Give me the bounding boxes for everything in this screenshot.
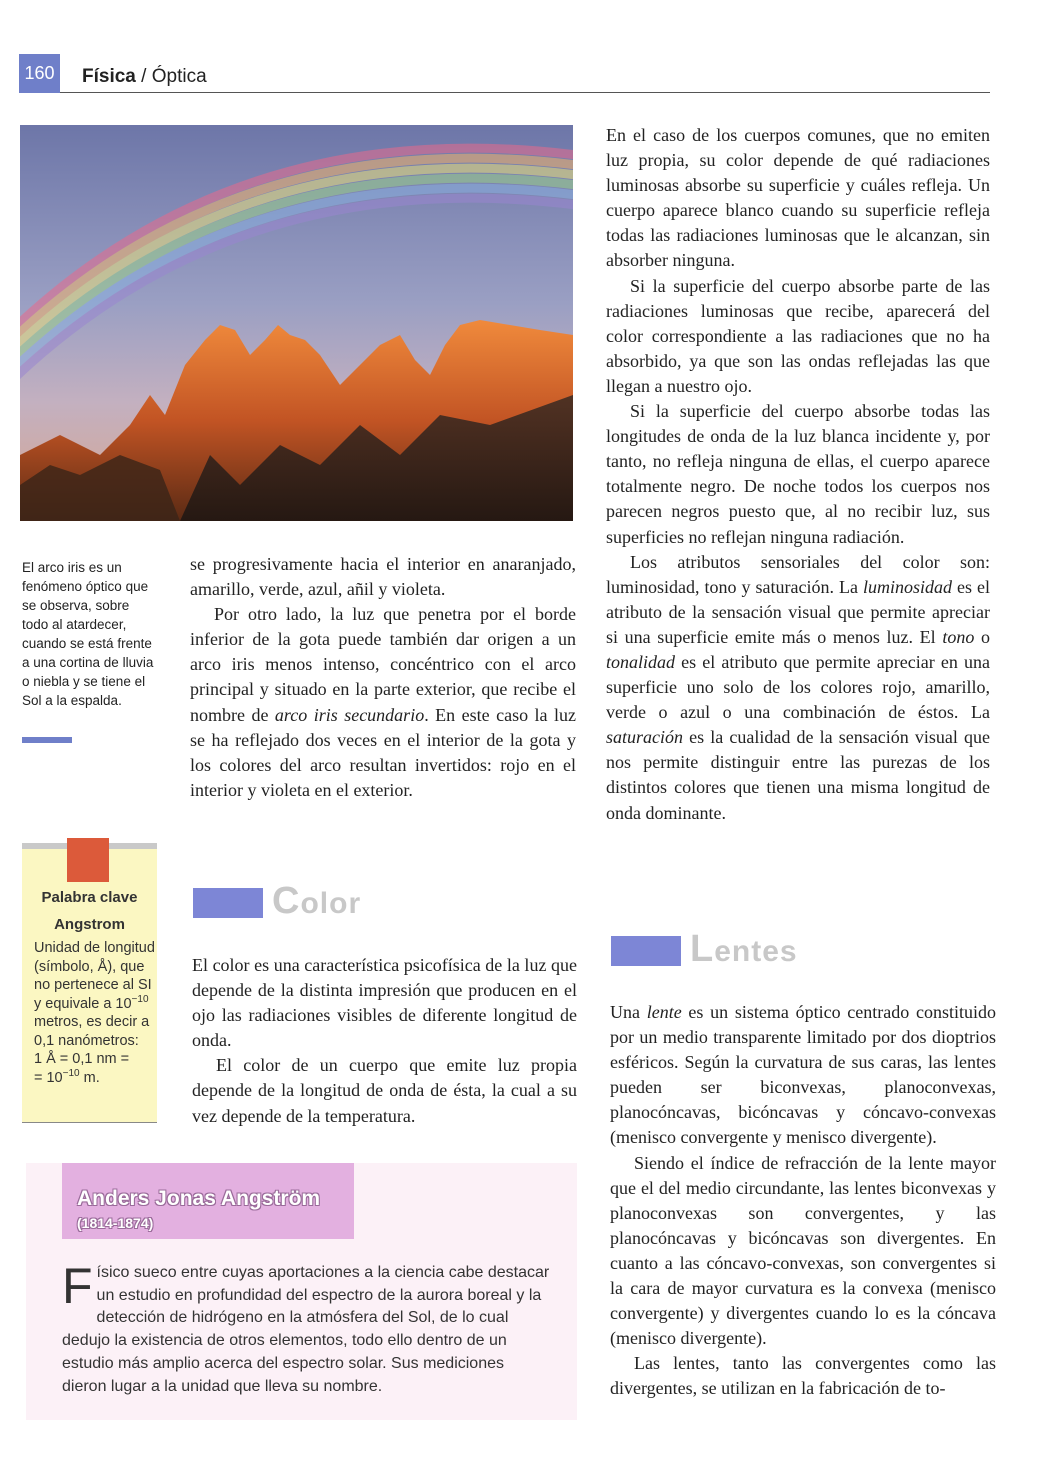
- header-rule: [60, 92, 990, 93]
- paragraph: En el caso de los cuerpos comunes, que no emiten luz propia, su color depende de qué radiaciones luminosas absorbe su superficie y cuáles refleja. Un cuerpo aparece blanco cuando su superficie refleja todas las radiaciones luminosas que le alcanzan, sin absorber ninguna.: [606, 125, 990, 271]
- text-run: Por otro lado, la luz que penetra por el borde inferior de la gota puede también dar origen a un arco iris menos intenso, concéntrico con el arco principal y situado en la parte exterior, que recibe el nombre de: [190, 604, 576, 725]
- text-run: ísico sueco entre cuyas aportaciones a la ciencia cabe destacar un estudio en profundidad del espectro de la aurora boreal y la detección de hidrógeno en la atmósfera del Sol, de lo cual dedujo la existencia de otros elementos, todo ello dentro de un estudio más amplio acerca del espectro solar. Sus mediciones dieron lugar a la unidad que lleva su nombre.: [62, 1264, 550, 1395]
- text-run: Los atributos sensoriales del color son: luminosidad, tono y saturación. La: [606, 551, 990, 597]
- color-section-title: [272, 880, 361, 923]
- paragraph: se progresivamente hacia el interior en anaranjado, amarillo, verde, azul, añil y violeta.: [190, 554, 576, 600]
- emphasis: tonalidad: [606, 651, 676, 672]
- color-section-bar: [193, 888, 263, 918]
- title-initial: C: [272, 880, 301, 922]
- right-column-text: [606, 123, 990, 826]
- text-run: es el atributo que permite apreciar en una superficie uno solo de los colores rojo, amarillo, verde o azul o una combinación de éstos. La: [606, 651, 990, 723]
- paragraph: [190, 602, 576, 803]
- lentes-section-bar: [611, 936, 681, 966]
- equation-line: 1 Å = 0,1 nm =: [34, 1051, 130, 1067]
- running-head-separator: /: [135, 66, 152, 87]
- emphasis: lente: [646, 1002, 682, 1022]
- keyword-definition: [34, 939, 156, 1087]
- paragraph: Las lentes, tanto las convergentes como las divergentes, se utilizan en la fabricación de to-: [610, 1353, 996, 1399]
- page-number: 160: [19, 54, 60, 93]
- photo-caption: El arco iris es un fenómeno óptico que se observa, sobre todo al atardecer, cuando se está frente a una cortina de lluvia o niebla y se tiene el Sol a la espalda.: [22, 560, 154, 708]
- title-rest: olor: [300, 887, 362, 920]
- keyword-box-tab: [67, 838, 109, 882]
- caption-accent-bar: [22, 737, 72, 743]
- paragraph: El color de un cuerpo que emite luz propia depende de la longitud de onda de ésta, la cual a su vez depende de la temperatura.: [192, 1055, 577, 1126]
- emphasis: tono: [942, 626, 975, 647]
- emphasis: arco iris secundario: [274, 704, 425, 725]
- lentes-section-title: [690, 928, 798, 971]
- text-run: = 10: [34, 1069, 63, 1086]
- text-run: es un sistema óptico centrado constituido por un medio transparente limitado por dos dioptrios esféricos. Según la curvatura de sus caras, las lentes pueden ser biconvexas, planoconvexas, planocóncavas, bicóncavas y cóncavo-convexas (menisco convergente y menisco divergente).: [610, 1002, 996, 1148]
- paragraph: Si la superficie del cuerpo absorbe todas las longitudes de onda de la luz blanca incidente y, por tanto, no refleja ninguna de ellas, el cuerpo aparece totalmente negro. De noche todos los cuerpos nos parecen negros puesto que, al no recibir luz, sus superficies no reflejan ninguna radiación.: [606, 401, 990, 547]
- text-run: es la cualidad de la sensación visual que nos permite distinguir entre las purezas de los distintos colores que tienen una misma longitud de onda dominante.: [606, 727, 990, 823]
- paragraph: [606, 550, 990, 826]
- middle-column-text: [190, 552, 576, 803]
- running-head-section: Física: [82, 66, 136, 87]
- paragraph: [610, 1000, 996, 1151]
- paragraph: Si la superficie del cuerpo absorbe parte de las radiaciones luminosas que recibe, aparecerá del color correspondiente a las radiaciones que no ha absorbido, ya que son las ondas reflejadas las que llegan a nuestro ojo.: [606, 275, 990, 396]
- text-run: . En este caso la luz se ha reflejado dos veces en el interior de la gota y los colores del arco resultan invertidos: rojo en el interior y violeta en el exterior.: [190, 704, 576, 800]
- paragraph: Siendo el índice de refracción de la lente mayor que el del medio circundante, las lentes biconvexas y planoconvexas son convergentes, y las planocóncavas y bicóncavas son divergentes. En cuanto a las cóncavo-convexas, son convergentes si la cara de mayor curvatura es la convexa (menisco convergente) y divergentes cuando lo es la cóncava (menisco divergente).: [610, 1152, 996, 1349]
- color-section-text: [192, 953, 577, 1129]
- rainbow-over-mountains-photo: [20, 125, 573, 521]
- text-run: es el atributo de la sensación visual que permite apreciar si una superficie emite más o menos luz. El: [606, 576, 991, 647]
- photo-illustration: [20, 125, 573, 521]
- title-rest: entes: [714, 935, 798, 968]
- text-run: Unidad de longitud (símbolo, Å), que no pertenece al SI y equivale a 10: [34, 940, 155, 1012]
- running-head: [82, 66, 207, 88]
- title-initial: L: [690, 928, 715, 970]
- biography-dates: (1814-1874): [77, 1215, 154, 1231]
- lentes-section-text: [610, 1000, 996, 1402]
- exponent: −10: [131, 993, 149, 1005]
- paragraph: El color es una característica psicofísica de la luz que depende de la distinta impresión que producen en el ojo las radiaciones visibles de diferente longitud de onda.: [192, 955, 577, 1051]
- emphasis: saturación: [606, 727, 684, 748]
- text-run: metros, es decir a 0,1 nanómetros:: [34, 1014, 150, 1049]
- text-run: o: [974, 626, 990, 647]
- text-run: Una: [610, 1002, 647, 1022]
- text-run: m.: [79, 1069, 100, 1086]
- exponent: −10: [62, 1067, 80, 1079]
- emphasis: luminosidad: [863, 576, 953, 597]
- running-head-subsection: Óptica: [151, 66, 207, 87]
- biography-name: Anders Jonas Angström: [77, 1187, 321, 1210]
- keyword-box-title: Palabra clave: [41, 889, 138, 906]
- biography-text: [62, 1258, 550, 1398]
- keyword-term: Angstrom: [54, 916, 125, 933]
- drop-cap: F: [62, 1258, 93, 1314]
